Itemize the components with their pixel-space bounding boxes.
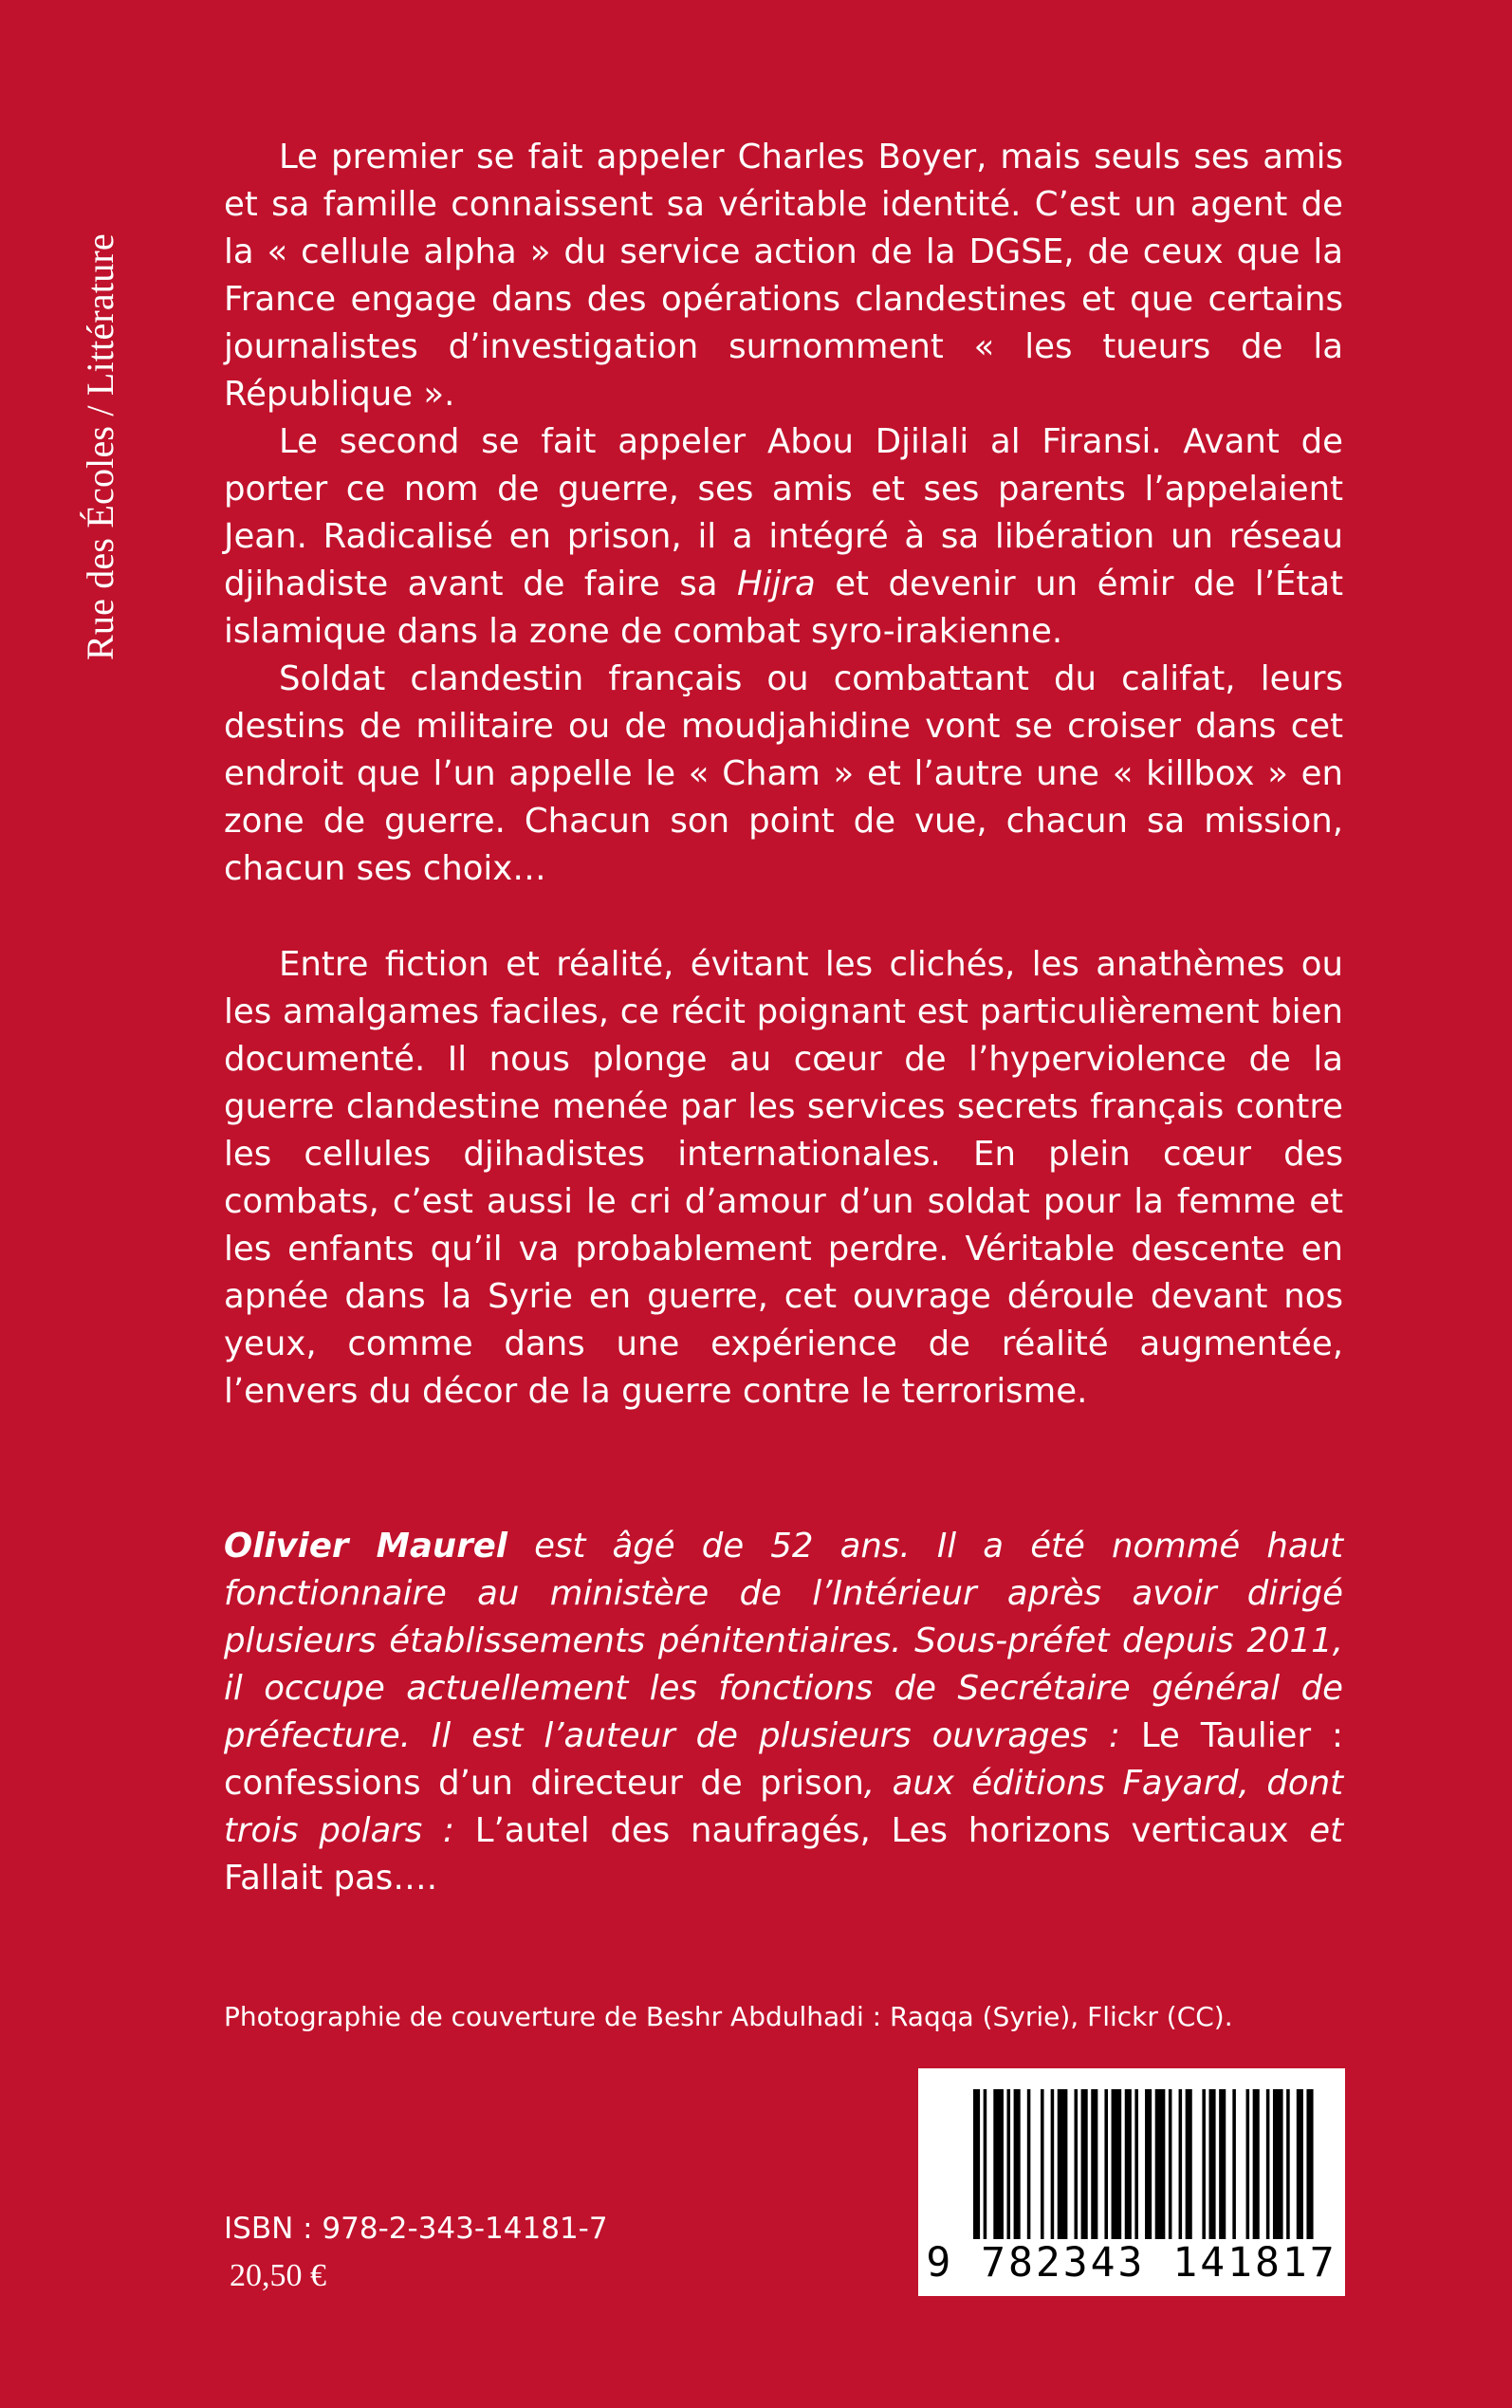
barcode-bar <box>1297 2089 1303 2239</box>
text-run: est âgé de 52 ans. Il a été nommé haut fonctionnaire au ministère de l’Intérieur après avoir dirigé plusieurs établissements pénitentiaires. Sous-préfet depuis 2011, il occupe actuellement les fonctions de Secrétaire général de préfecture. Il est l’auteur de plusieurs ouvrages : <box>224 1527 1343 1755</box>
barcode-bar <box>1202 2089 1206 2239</box>
text-run: et <box>1288 1811 1343 1850</box>
barcode-bar <box>1075 2089 1079 2239</box>
barcode-bar <box>993 2089 1004 2239</box>
barcode-bar <box>1058 2089 1068 2239</box>
barcode <box>918 2068 1345 2296</box>
blurb-paragraph <box>224 418 1343 656</box>
barcode-bar <box>1232 2089 1236 2239</box>
text-run: Les horizons verticaux <box>891 1811 1289 1850</box>
barcode-bar <box>1041 2089 1044 2239</box>
barcode-bar <box>1051 2089 1055 2239</box>
blurb-story <box>224 134 1343 893</box>
text-run: , <box>859 1811 892 1850</box>
spine-series-title: Rue des Écoles / Littérature <box>79 233 121 660</box>
barcode-bar <box>1246 2089 1250 2239</box>
barcode-bar <box>1209 2089 1216 2239</box>
photo-credit: Photographie de couverture de Beshr Abdulhadi : Raqqa (Syrie), Flickr (CC). <box>224 2001 1233 2032</box>
barcode-bar <box>1091 2089 1097 2239</box>
text-run: Le premier se fait appeler Charles Boyer, mais seuls ses amis et sa famille connaissent sa véritable identité. C’est un agent de la « cellule alpha » du service action de la DGSE, de ceux que la France engage dans des opérations clandestines et que certains journalistes d’investigation surnomment « les tueurs de la République ». <box>224 138 1343 414</box>
blurb-paragraph <box>224 656 1343 893</box>
barcode-bar <box>984 2089 987 2239</box>
text-run: Le Taulier : confessions d’un directeur de prison <box>224 1716 1343 1803</box>
barcode-bar <box>973 2089 980 2239</box>
barcode-bar <box>1104 2089 1108 2239</box>
barcode-bar <box>1007 2089 1011 2239</box>
blurb-review <box>224 941 1343 1416</box>
barcode-bar <box>1155 2089 1166 2239</box>
barcode-bar <box>1134 2089 1138 2239</box>
price: 20,50 € <box>230 2258 326 2293</box>
text-run: , aux éditions Fayard, dont trois polars : <box>224 1764 1343 1850</box>
barcode-bar <box>1186 2089 1192 2239</box>
barcode-bar <box>1027 2089 1031 2239</box>
barcode-bar <box>1179 2089 1183 2239</box>
blurb-paragraph <box>224 134 1343 418</box>
barcode-bar <box>1306 2089 1313 2239</box>
text-run: Soldat clandestin français ou combattant du califat, leurs destins de militaire ou de moudjahidine vont se croiser dans cet endroit que l’un appelle le « Cham » et l’autre une « killbox » en zone de guerre. Chacun son point de vue, chacun sa mission, chacun ses choix… <box>224 659 1343 888</box>
author-bio <box>224 1523 1343 1902</box>
blurb-paragraph <box>224 941 1343 1416</box>
barcode-bar <box>1081 2089 1088 2239</box>
text-run: Fallait pas…. <box>224 1859 438 1898</box>
barcode-bar <box>1253 2089 1260 2239</box>
text-run: Entre fiction et réalité, évitant les clichés, les anathèmes ou les amalgames faciles, ce récit poignant est particulièrement bien documenté. Il nous plonge au cœur de l’hyperviolence de la guerre clandestine menée par les services secrets français contre les cellules djihadistes internationales. En plein cœur des combats, c’est aussi le cri d’amour d’un soldat pour la femme et les enfants qu’il va probablement perdre. Véritable descente en apnée dans la Syrie en guerre, cet ouvrage déroule devant nos yeux, comme dans une expérience de réalité augmentée, l’envers du décor de la guerre contre le terrorisme. <box>224 945 1343 1411</box>
isbn: ISBN : 978-2-343-14181-7 <box>224 2212 608 2246</box>
text-run: Hijra <box>736 565 816 603</box>
barcode-bar <box>1112 2089 1122 2239</box>
barcode-bar <box>1125 2089 1132 2239</box>
barcode-bar <box>1169 2089 1172 2239</box>
text-run: et devenir un émir de l’État islamique dans la zone de combat syro-irakienne. <box>224 565 1344 651</box>
barcode-bar <box>1273 2089 1283 2239</box>
barcode-bar <box>1286 2089 1290 2239</box>
text-run: Olivier Maurel <box>224 1527 507 1565</box>
barcode-bar <box>1145 2089 1152 2239</box>
barcode-digits: 9 782343 141817 <box>926 2239 1337 2287</box>
barcode-bar <box>1014 2089 1021 2239</box>
barcode-bar <box>1266 2089 1270 2239</box>
text-run: Le second se fait appeler Abou Djilali al Firansi. Avant de porter ce nom de guerre, ses amis et ses parents l’appelaient Jean. Radicalisé en prison, il a intégré à sa libération un réseau djihadiste avant de faire sa <box>224 422 1343 603</box>
text-run: L’autel des naufragés <box>474 1811 860 1850</box>
barcode-bar <box>1219 2089 1226 2239</box>
